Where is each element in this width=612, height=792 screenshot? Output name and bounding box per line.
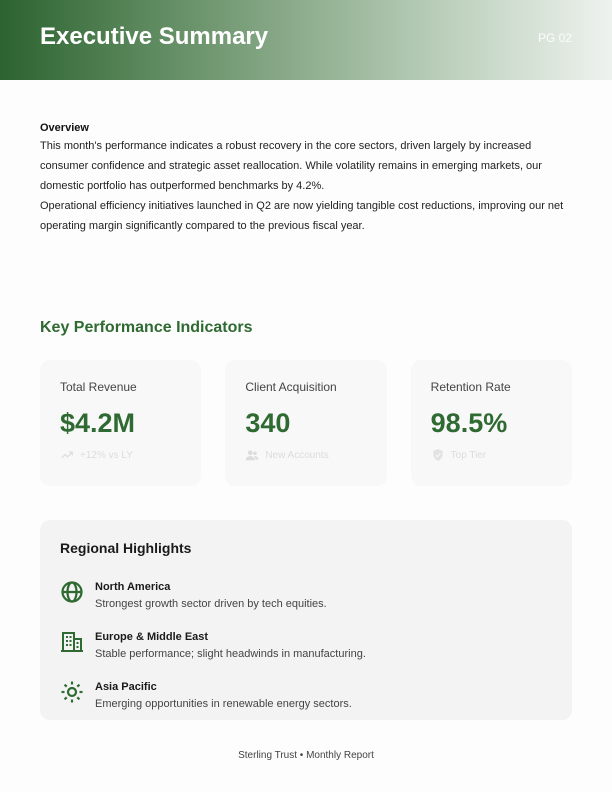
region-item-north-america [60,578,552,628]
region-item-europe-middle-east [60,628,552,678]
kpi-label: Total Revenue [60,380,137,394]
kpi-sub-text: Top Tier [450,449,487,461]
page-footer: Sterling Trust • Monthly Report [238,750,374,761]
users-icon [245,448,259,462]
page-title: Executive Summary [40,23,269,50]
overview-paragraph-2: Operational efficiency initiatives launched in Q2 are now yielding tangible cost reductions, improving our net operating margin significantly compared to the previous fiscal year. [40,200,564,232]
kpi-sub [431,448,552,462]
kpi-sub [245,448,366,462]
kpi-sub-text: New Accounts [265,449,329,461]
globe-icon [60,580,84,604]
overview-section [40,122,572,236]
kpi-card-client-acquisition [225,360,386,486]
page-header [0,0,612,80]
region-desc: Emerging opportunities in renewable energy sectors. [95,698,352,710]
sun-icon [60,680,84,704]
page-number: PG 02 [537,31,572,45]
regional-title: Regional Highlights [60,540,192,556]
kpi-card-retention-rate [411,360,572,486]
shield-check-icon [431,448,445,462]
kpi-card-total-revenue [40,360,201,486]
regional-highlights [40,520,572,720]
region-desc: Strongest growth sector driven by tech equities. [95,598,327,610]
region-desc: Stable performance; slight headwinds in manufacturing. [95,648,366,660]
region-item-asia-pacific [60,678,552,728]
trending-up-icon [60,448,74,462]
region-name: North America [95,581,171,593]
region-name: Europe & Middle East [95,631,209,643]
kpi-label: Client Acquisition [245,380,337,394]
kpi-cards [40,360,572,486]
kpi-sub-text: +12% vs LY [80,449,133,461]
kpi-section-title: Key Performance Indicators [40,319,253,336]
building-icon [60,630,84,654]
kpi-sub [60,448,181,462]
region-name: Asia Pacific [95,681,157,693]
kpi-value: 98.5% [430,408,508,438]
kpi-value: 340 [245,408,291,438]
kpi-label: Retention Rate [430,380,511,394]
kpi-value: $4.2M [60,408,136,438]
overview-paragraph-1: This month's performance indicates a robust recovery in the core sectors, driven largely by increased consumer confidence and strategic asset reallocation. While volatility remains in emerging markets, our domestic portfolio has outperformed benchmarks by 4.2%. [40,140,542,192]
overview-heading: Overview [40,122,89,134]
